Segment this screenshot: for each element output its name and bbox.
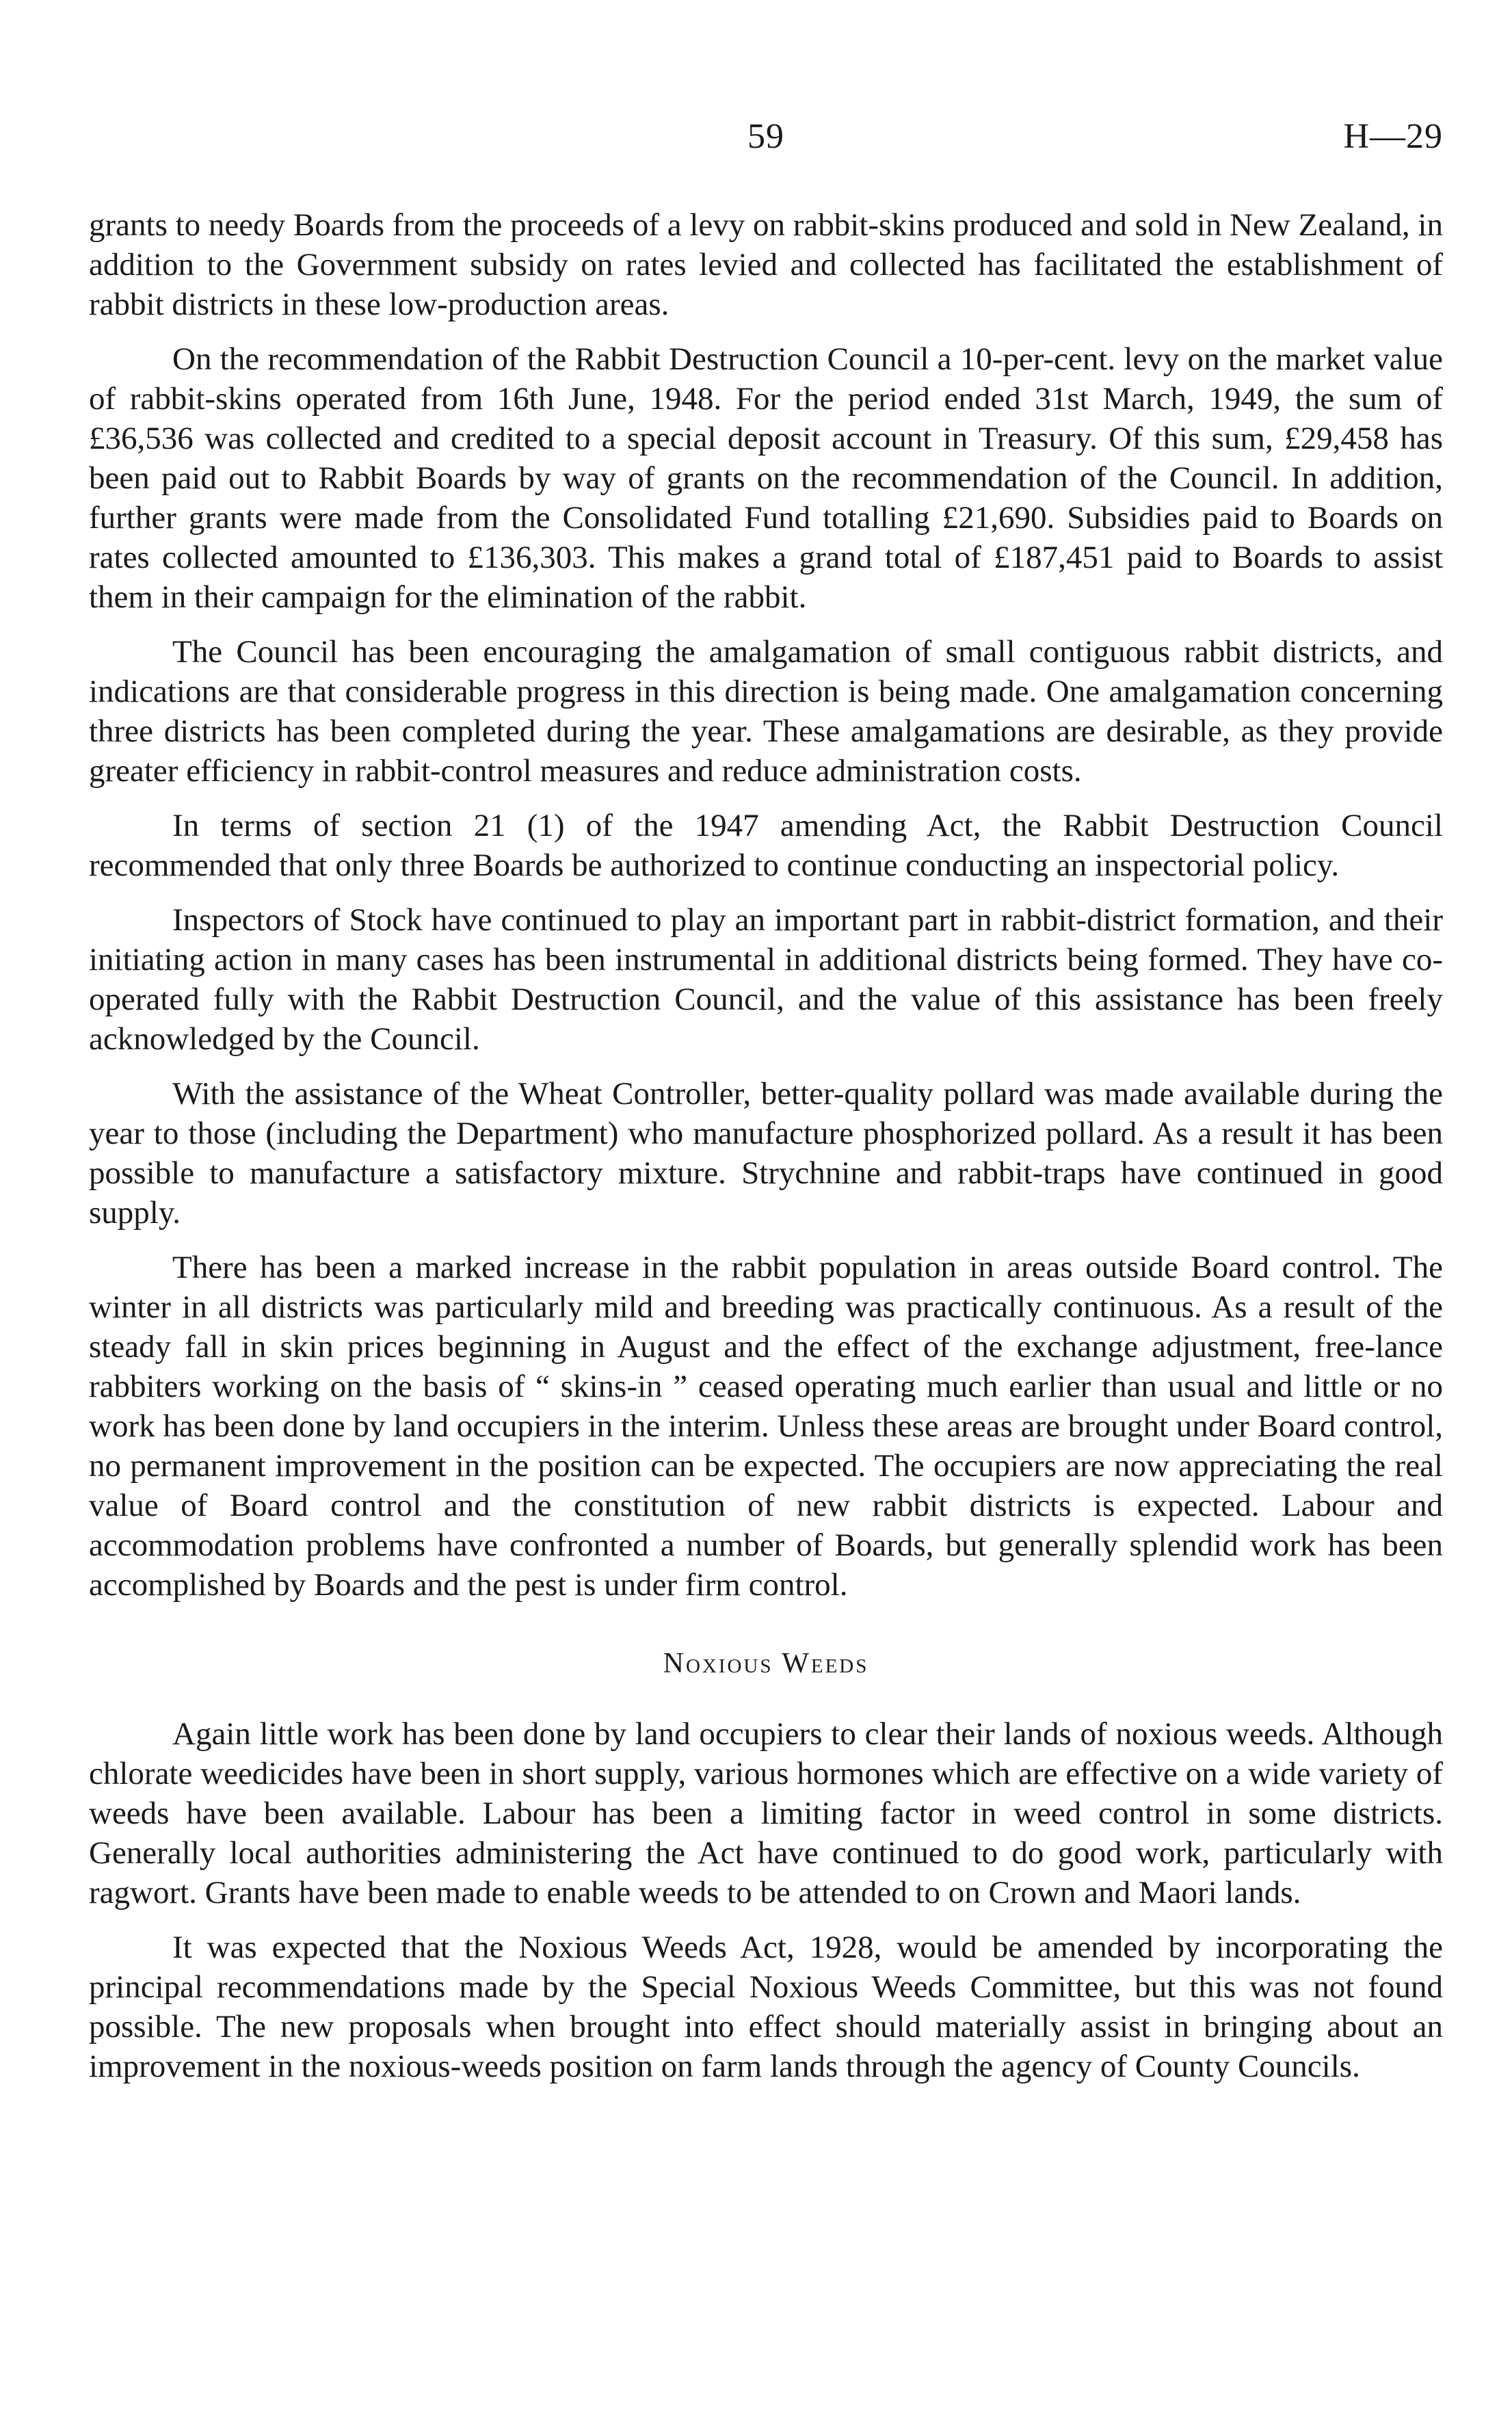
paragraph-pollard-supply: With the assistance of the Wheat Controller, better-quality pollard was made available during the year to those (including the Department) who manufacture phosphorized pollard. As a result it has been possible to manufacture a satisfactory mixture. Strychnine and rabbit-traps have continued in good supply. [89,1076,1443,1231]
paragraph-rabbit-population: There has been a marked increase in the rabbit population in areas outside Board control. The winter in all districts was particularly mild and breeding was practically continuous. As a result of the steady fall in skin prices beginning in August and the effect of the exchange adjustment, free-lance rabbiters working on the basis of “ skins-in ” ceased operating much earlier than usual and little or no work has been done by land occupiers in the interim. Unless these areas are brought under Board control, no permanent improvement in the position can be expected. The occupiers are now appreciating the real value of Board control and the constitution of new rabbit districts is expected. Labour and accommodation problems have confronted a number of Boards, but generally splendid work has been accomplished by Boards and the pest is under firm control. [89,1250,1443,1603]
paragraph-amalgamation: The Council has been encouraging the amalgamation of small contiguous rabbit districts, and indications are that considerable progress in this direction is being made. One amalgamation concerning three districts has been completed during the year. These amalgamations are desirable, as they provide greater efficiency in rabbit-control measures and reduce administration costs. [89,634,1443,789]
paragraph-inspectors-of-stock: Inspectors of Stock have continued to play an important part in rabbit-district formation, and their initiating action in many cases has been instrumental in additional districts being formed. They have co-operated fully with the Rabbit Destruction Council, and the value of this assistance has been freely acknowledged by the Council. [89,902,1443,1057]
paragraph-noxious-weeds-work: Again little work has been done by land occupiers to clear their lands of noxious weeds. Although chlorate weedicides have been in short supply, various hormones which are effective on a wide variety of weeds have been available. Labour has been a limiting factor in weed control in some districts. Generally local authorities administering the Act have continued to do good work, particularly with ragwort. Grants have been made to enable weeds to be attended to on Crown and Maori lands. [89,1716,1443,1910]
paragraph-noxious-weeds-act: It was expected that the Noxious Weeds Act, 1928, would be amended by incorporating the principal recommendations made by the Special Noxious Weeds Committee, but this was not found possible. The new proposals when brought into effect should materially assist in bringing about an improvement in the noxious-weeds position on farm lands through the agency of County Councils. [89,1930,1443,2084]
page-body [89,205,1443,2101]
section-heading-noxious-weeds: Noxious Weeds [663,1648,869,1679]
paragraph-levy-continuation: grants to needy Boards from the proceeds of a levy on rabbit-skins produced and sold in New Zealand, in addition to the Government subsidy on rates levied and collected has facilitated the establishment of rabbit districts in these low-production areas. [89,207,1443,322]
page-header [89,116,1443,171]
paragraph-levy-recommendation: On the recommendation of the Rabbit Destruction Council a 10-per-cent. levy on the market value of rabbit-skins operated from 16th June, 1948. For the period ended 31st March, 1949, the sum of £36,536 was collected and credited to a special deposit account in Treasury. Of this sum, £29,458 has been paid out to Rabbit Boards by way of grants on the recommendation of the Council. In addition, further grants were made from the Consolidated Fund totalling £21,690. Subsidies paid to Boards on rates collected amounted to £136,303. This makes a grand total of £187,451 paid to Boards to assist them in their campaign for the elimination of the rabbit. [89,341,1443,615]
document-reference: H—29 [1343,117,1443,156]
paragraph-inspectorial-policy: In terms of section 21 (1) of the 1947 amending Act, the Rabbit Destruction Council recommended that only three Boards be authorized to continue conducting an inspectorial policy. [89,808,1443,883]
page-number: 59 [747,117,784,156]
